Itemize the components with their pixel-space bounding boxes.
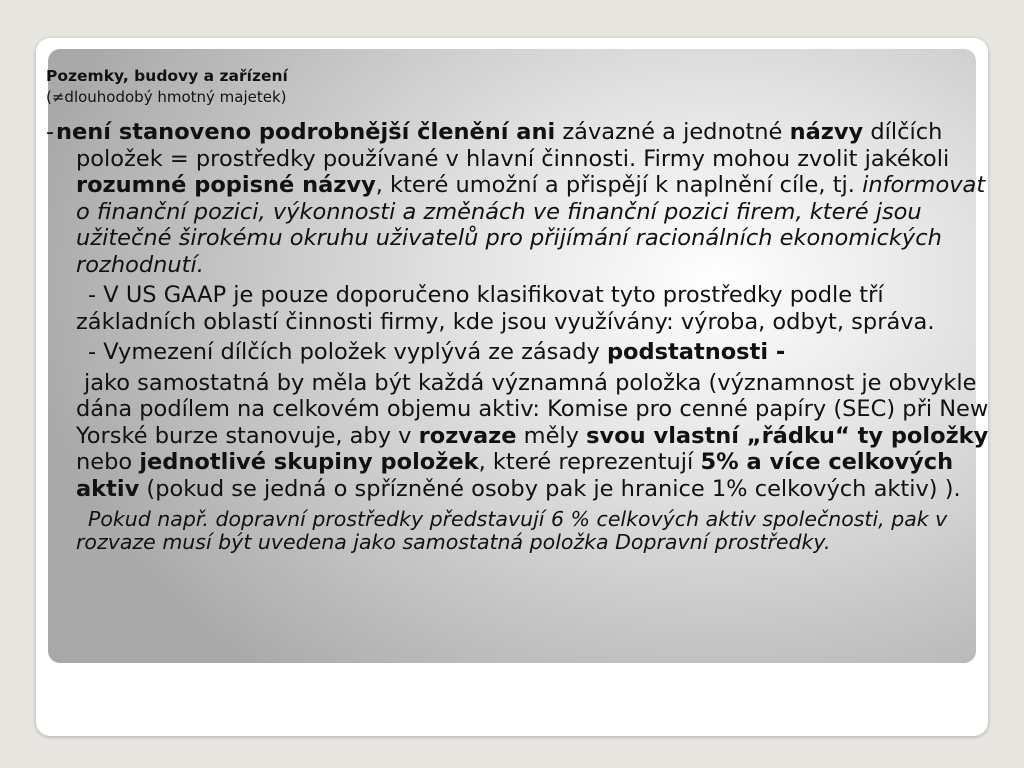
p1-bold-1: není stanoveno podrobnější členění ani [56, 119, 556, 145]
p4-text-3: nebo [76, 449, 140, 475]
p1-text-3: , které umožní a přispějí k naplnění cíle, tj. [375, 172, 863, 198]
paragraph-materiality [76, 339, 1004, 366]
p4-text-2: měly [516, 422, 587, 449]
paragraph-us-gaap: - V US GAAP je pouze doporučeno klasifikovat tyto prostředky podle tří základních oblastí činnosti firmy, kde jsou využívány: výroba, odbyt, správa. [76, 282, 935, 335]
p3-text-1: - Vymezení dílčích položek vyplývá ze zásady [88, 339, 607, 365]
paragraph-example-note: Pokud např. dopravní prostředky představují 6 % celkových aktiv společnosti, pak v rozvaze musí být uvedena jako samostatná položka Dopravní prostředky. [76, 507, 948, 554]
p4-bold-3: jednotlivé skupiny položek [139, 449, 479, 475]
p4-text-4: , které reprezentují [478, 449, 701, 475]
p1-bold-3: rozumné popisné názvy [76, 172, 376, 198]
p1-bold-2: názvy [789, 119, 864, 145]
paragraph-classification [46, 119, 1006, 278]
p1-text-2: dílčích položek = prostředky používané v hlavní činnosti. Firmy mohou zvolit jakékoli [76, 119, 950, 172]
p4-bold-1: rozvaze [418, 422, 517, 449]
paragraph-sec-rule [76, 370, 1004, 503]
p4-text-1: jako samostatná by měla být každá významná položka (významnost je obvykle dána podílem na celkovém objemu aktiv: Komise pro cenné papíry (SEC) při New Yorské burze stanovuje, aby v [76, 369, 989, 449]
p4-bold-2: svou vlastní „řádku“ ty položky [586, 422, 989, 449]
slide-heading: Pozemky, budovy a zařízení [46, 67, 288, 85]
p3-bold-1: podstatnosti - [606, 339, 786, 365]
bullet-dash: - [46, 119, 55, 145]
p4-bold-4: 5% a více celkových aktiv [76, 449, 954, 502]
slide-content [46, 66, 1006, 558]
p1-text-1: závazné a jednotné [555, 119, 790, 145]
p1-italic-1: informovat o finanční pozici, výkonnosti a změnách ve finanční pozici firem, které jsou užitečné širokému okruhu uživatelů pro přijímání racionálních ekonomických rozhodnutí. [76, 172, 986, 278]
slide-subheading: (≠dlouhodobý hmotný majetek) [46, 88, 287, 106]
p4-text-5: (pokud se jedná o spřízněné osoby pak je hranice 1% celkových aktiv) ). [139, 475, 961, 502]
